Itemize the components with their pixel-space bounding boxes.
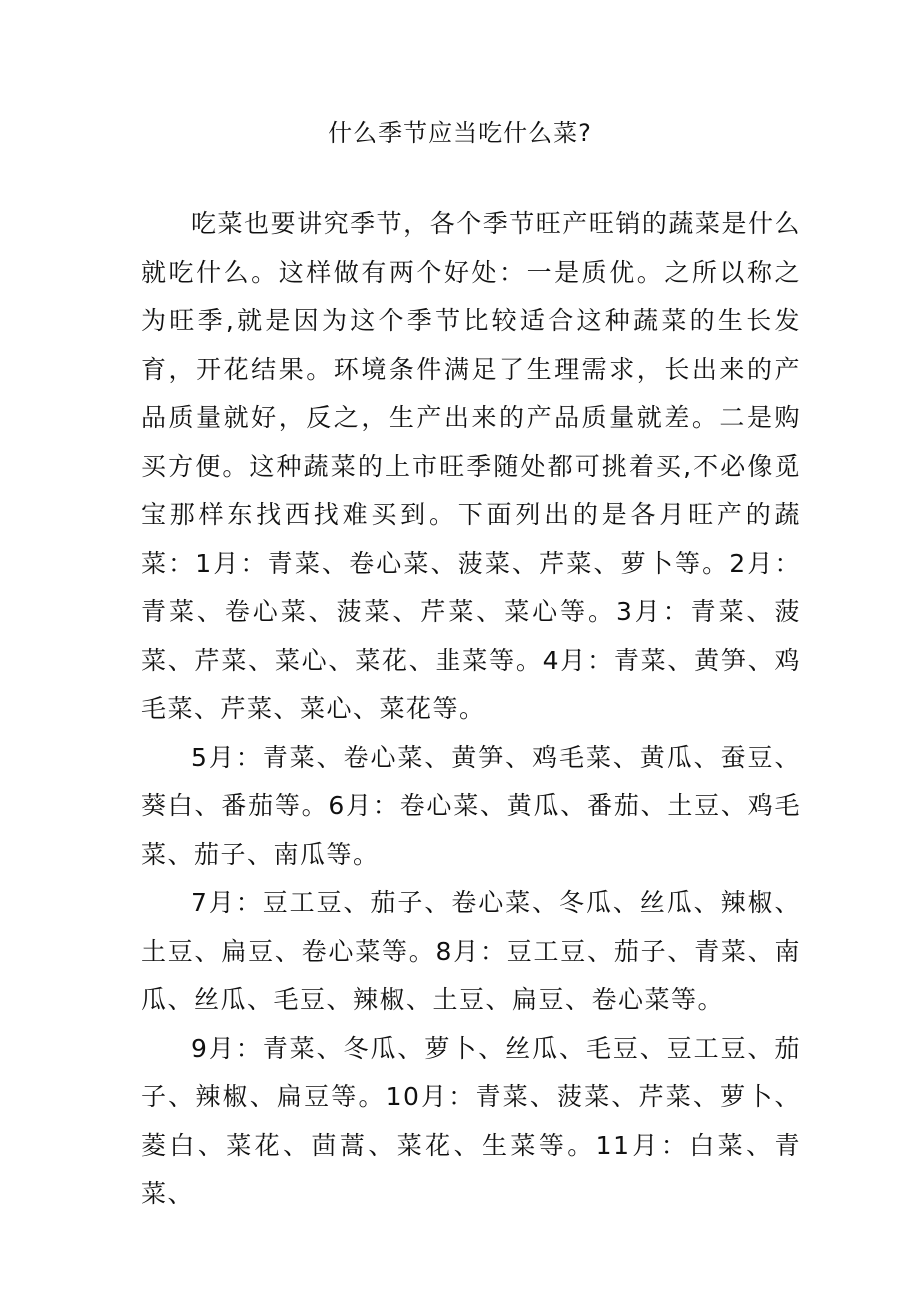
document-body [141,200,801,1219]
paragraph-sept-nov: 9月：青菜、冬瓜、萝卜、丝瓜、毛豆、豆工豆、茄子、辣椒、扁豆等。10月：青菜、菠菜、芹菜、萝卜、菱白、菜花、茴蒿、菜花、生菜等。11月：白菜、青菜、 [141,1033,801,1208]
paragraph-july-august: 7月：豆工豆、茄子、卷心菜、冬瓜、丝瓜、辣椒、土豆、扁豆、卷心菜等。8月：豆工豆、茄子、青菜、南瓜、丝瓜、毛豆、辣椒、土豆、扁豆、卷心菜等。 [141,888,801,1014]
paragraph-may-june: 5月：青菜、卷心菜、黄笋、鸡毛菜、黄瓜、蚕豆、葵白、番茄等。6月：卷心菜、黄瓜、番茄、土豆、鸡毛菜、茄子、南瓜等。 [141,742,801,869]
paragraph-intro: 吃菜也要讲究季节，各个季节旺产旺销的蔬菜是什么就吃什么。这样做有两个好处：一是质优。之所以称之为旺季,就是因为这个季节比较适合这种蔬菜的生长发育，开花结果。环境条件满足了生理需求，长出来的产品质量就好，反之，生产出来的产品质量就差。二是购买方便。这种蔬菜的上市旺季随处都可挑着买,不必像觅宝那样东找西找难买到。下面列出的是各月旺产的蔬菜：1月：青菜、卷心菜、菠菜、芹菜、萝卜等。2月：青菜、卷心菜、菠菜、芹菜、菜心等。3月：青菜、菠菜、芹菜、菜心、菜花、韭菜等。4月：青菜、黄笋、鸡毛菜、芹菜、菜心、菜花等。 [141,209,801,723]
document-title: 什么季节应当吃什么菜? [328,119,592,147]
